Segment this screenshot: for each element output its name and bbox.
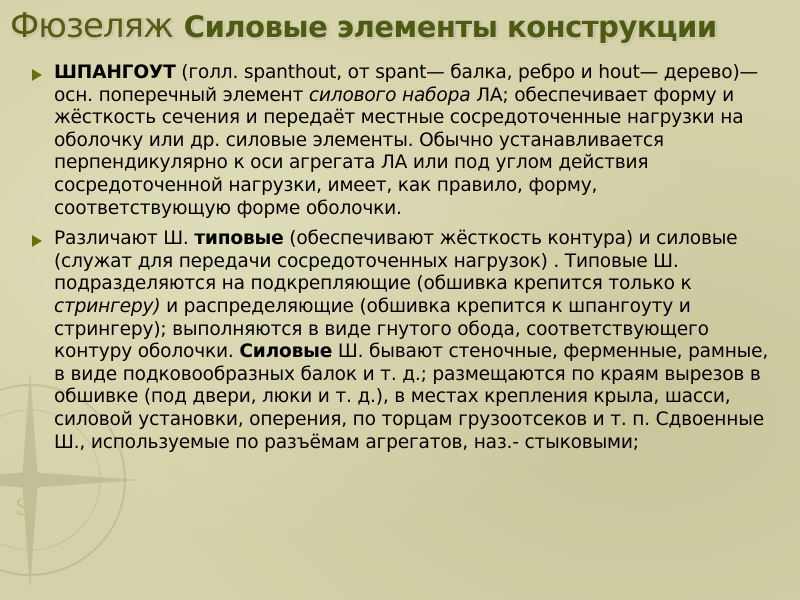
text-segment: (голл. spanthout, от spant— балка, ребро и hout— дерево)—осн. поперечный элемент	[54, 62, 758, 106]
term-silovye: Силовые	[239, 341, 333, 363]
text-segment: Различают Ш.	[54, 228, 195, 250]
text-segment: (обеспечивают жёсткость контура) и силовые (служат для передачи сосредоточенных нагрузок) . Типовые Ш. подразделяются на подкрепляющие (обшивка крепится только к	[54, 228, 738, 295]
text-segment: и распределяющие (обшивка крепится к шпангоуту и стрингеру); выполняются в виде гнутого обода, соответствующего контуру оболочки.	[54, 295, 709, 363]
svg-text:S: S	[15, 496, 31, 521]
bullet-text	[54, 62, 758, 219]
slide-title	[10, 6, 790, 46]
term-silovoy-nabor: силового набора	[308, 84, 471, 106]
text-segment: ЛА; обеспечивает форму и жёсткость сечения и передаёт местные сосредоточенные нагрузки на оболочку или др. силовые элементы. Обычно устанавливается перпендикулярно к оси агрегата ЛА или под углом действия сосредоточенной нагрузки, имеет, как правило, форму, соответствующую форме оболочки.	[54, 84, 744, 219]
term-tipovye: типовые	[194, 228, 284, 250]
text-segment: Ш. бывают стеночные, ферменные, рамные, в виде подковообразных балок и т. д.; размещаются по краям вырезов в обшивке (под двери, люки и т. д.), в местах крепления крыла, шасси, силовой установки, оперения, по торцам грузоотсеков и т. п. Сдвоенные Ш., используемые по разъёмам агрегатов, наз.- стыковыми;	[54, 341, 769, 453]
bullet-arrow-icon	[32, 235, 42, 247]
bullet-arrow-icon	[32, 69, 42, 81]
term-shpangout: ШПАНГОУТ	[54, 62, 176, 83]
title-main: Фюзеляж	[10, 6, 173, 46]
bullet-item-types	[32, 228, 777, 454]
content-body	[32, 62, 777, 462]
title-subtitle: Силовые элементы конструкции	[183, 10, 717, 44]
term-stringer: стрингеру)	[54, 295, 161, 317]
bullet-item-shpangout	[32, 62, 777, 220]
bullet-text	[54, 228, 768, 452]
